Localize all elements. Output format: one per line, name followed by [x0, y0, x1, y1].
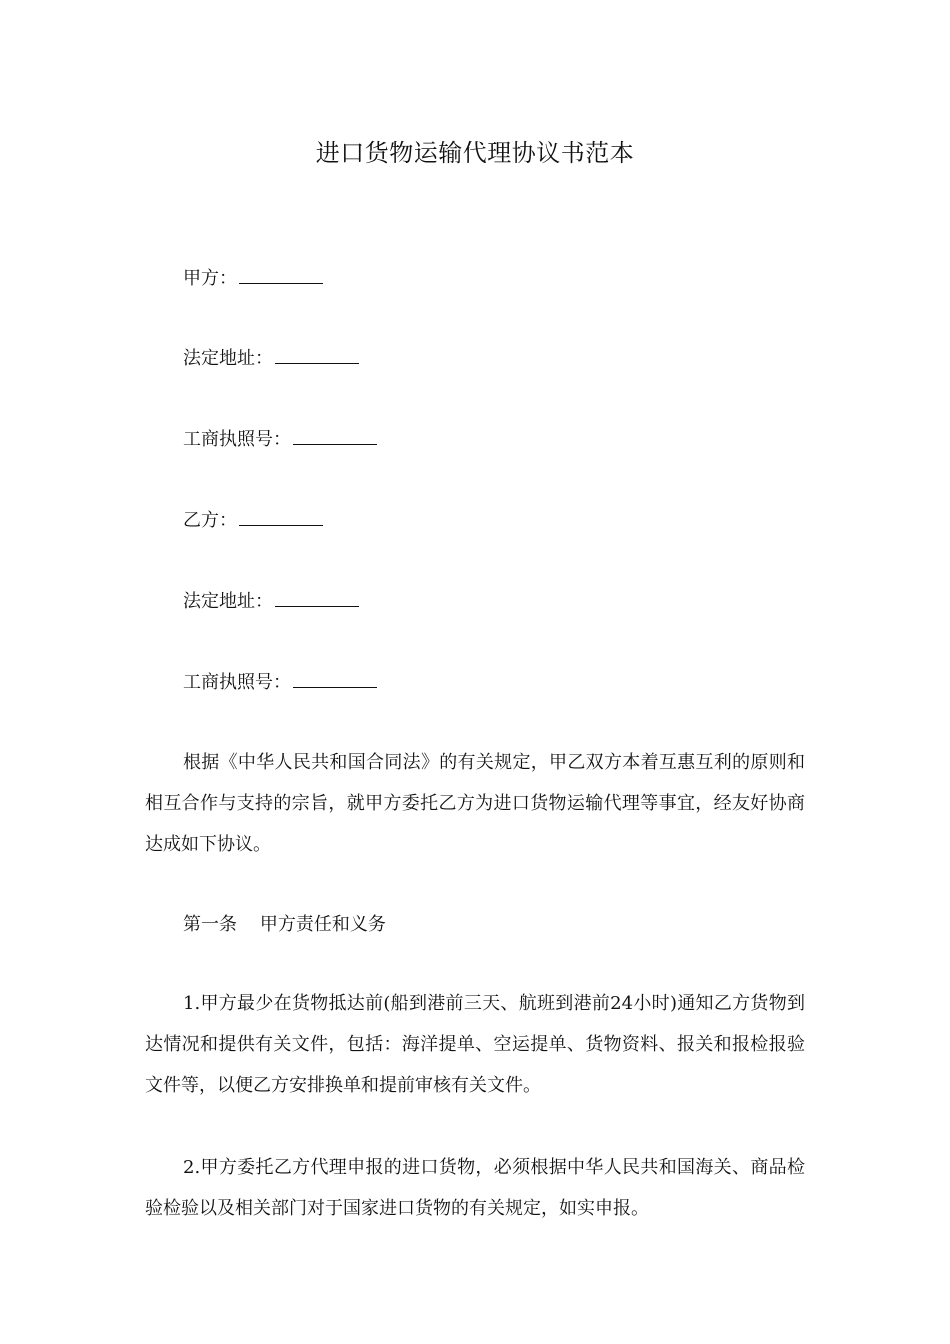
party-a-address-field: [183, 345, 359, 372]
party-b-license-label: 工商执照号：: [183, 672, 291, 693]
party-b-address-label: 法定地址：: [183, 591, 273, 612]
intro-paragraph: 根据《中华人民共和国合同法》的有关规定，甲乙双方本着互惠互利的原则和相互合作与支持的宗旨，就甲方委托乙方为进口货物运输代理等事宜，经友好协商达成如下协议。: [145, 752, 805, 855]
party-b-address-blank: [275, 588, 359, 607]
party-b-name-label: 乙方：: [183, 510, 237, 531]
document-title: 进口货物运输代理协议书范本: [315, 139, 635, 167]
party-a-address-blank: [275, 345, 359, 364]
party-a-name-label: 甲方：: [183, 268, 237, 289]
party-b-license-field: [183, 669, 377, 696]
clause-2-paragraph: 2.甲方委托乙方代理申报的进口货物，必须根据中华人民共和国海关、商品检验检验以及相关部门对于国家进口货物的有关规定，如实申报。: [145, 1157, 805, 1219]
party-a-license-field: [183, 426, 377, 453]
party-a-name-blank: [239, 265, 323, 284]
party-b-name-field: [183, 507, 323, 534]
party-a-license-label: 工商执照号：: [183, 429, 291, 450]
article-1-heading: 第一条 甲方责任和义务: [183, 914, 386, 935]
party-a-address-label: 法定地址：: [183, 348, 273, 369]
party-b-name-blank: [239, 507, 323, 526]
party-a-name-field: [183, 265, 323, 292]
clause-1-paragraph: 1.甲方最少在货物抵达前(船到港前三天、航班到港前24小时)通知乙方货物到达情况和提供有关文件，包括：海洋提单、空运提单、货物资料、报关和报检报验文件等，以便乙方安排换单和提前审核有关文件。: [145, 993, 805, 1096]
party-b-license-blank: [293, 669, 377, 688]
party-a-license-blank: [293, 426, 377, 445]
party-b-address-field: [183, 588, 359, 615]
